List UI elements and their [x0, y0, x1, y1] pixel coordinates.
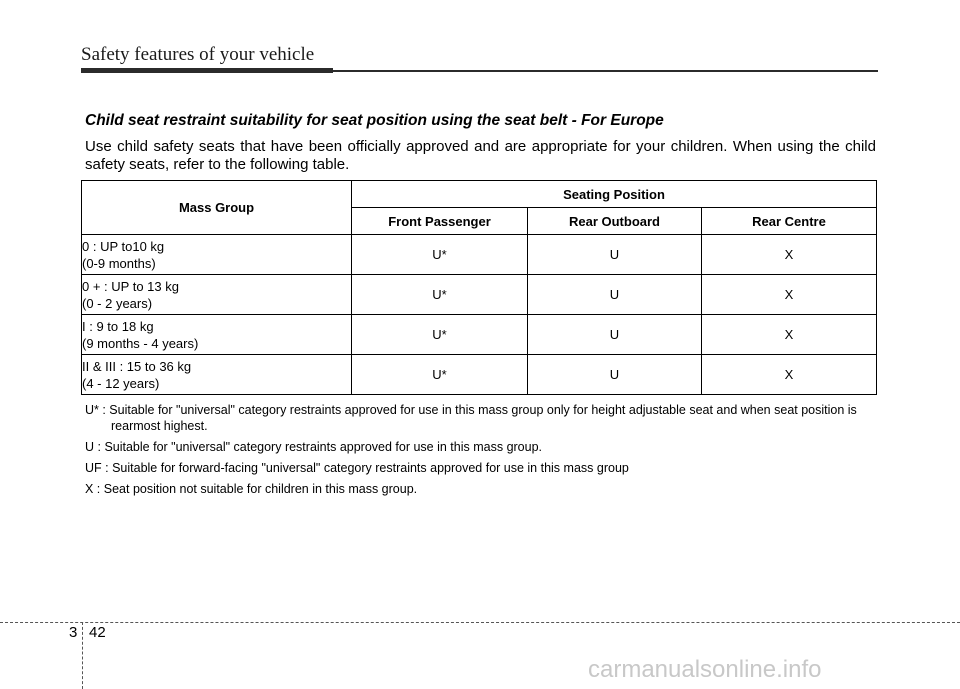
note-u: U : Suitable for "universal" category restraints approved for use in this mass group. [85, 440, 543, 454]
seating-position-header: Seating Position [352, 181, 877, 208]
legend-notes [85, 402, 876, 502]
rear-centre-value: X [702, 235, 877, 275]
mass-group-label: 0 : UP to10 kg [82, 238, 165, 254]
note-u-star: U* : Suitable for "universal" category restraints approved for use in this mass group only for height adjustable seat and when seat position is rearmost highest. [85, 403, 857, 433]
footer-vertical-divider [82, 622, 83, 689]
table-row [82, 235, 877, 275]
rear-centre-value: X [702, 275, 877, 315]
header-rule-thin [333, 70, 878, 72]
footer-divider [0, 622, 960, 623]
rear-centre-value: X [702, 315, 877, 355]
age-range-label: (9 months - 4 years) [82, 335, 199, 351]
rear-outboard-value: U [528, 355, 702, 395]
table-row [82, 355, 877, 395]
watermark: carmanualsonline.info [588, 656, 822, 683]
age-range-label: (0 - 2 years) [82, 295, 153, 311]
column-header-rear-centre: Rear Centre [702, 208, 877, 235]
mass-group-header: Mass Group [82, 181, 352, 235]
mass-group-cell [82, 315, 352, 355]
page-chapter: 3 [69, 624, 78, 641]
header-rule-thick [81, 68, 333, 73]
mass-group-label: II & III : 15 to 36 kg [82, 358, 192, 374]
rear-outboard-value: U [528, 235, 702, 275]
mass-group-label: I : 9 to 18 kg [82, 318, 154, 334]
intro-paragraph: Use child safety seats that have been officially approved and are appropriate for your children. When using the child safety seats, refer to the following table. [85, 138, 876, 173]
age-range-label: (4 - 12 years) [82, 375, 160, 391]
header-title: Safety features of your vehicle [81, 44, 315, 65]
suitability-table [81, 180, 877, 395]
rear-outboard-value: U [528, 315, 702, 355]
front-passenger-value: U* [352, 275, 528, 315]
column-header-rear-outboard: Rear Outboard [528, 208, 702, 235]
front-passenger-value: U* [352, 315, 528, 355]
front-passenger-value: U* [352, 235, 528, 275]
note-x: X : Seat position not suitable for children in this mass group. [85, 482, 418, 496]
front-passenger-value: U* [352, 355, 528, 395]
age-range-label: (0-9 months) [82, 255, 156, 271]
table-row [82, 275, 877, 315]
rear-outboard-value: U [528, 275, 702, 315]
section-title: Child seat restraint suitability for seat position using the seat belt - For Europe [85, 112, 664, 129]
mass-group-cell [82, 235, 352, 275]
rear-centre-value: X [702, 355, 877, 395]
page-number: 42 [89, 624, 106, 641]
mass-group-cell [82, 275, 352, 315]
note-uf: UF : Suitable for forward-facing "universal" category restraints approved for use in this mass group [85, 461, 629, 475]
column-header-front-passenger: Front Passenger [352, 208, 528, 235]
mass-group-cell [82, 355, 352, 395]
table-row [82, 315, 877, 355]
mass-group-label: 0 + : UP to 13 kg [82, 278, 179, 294]
